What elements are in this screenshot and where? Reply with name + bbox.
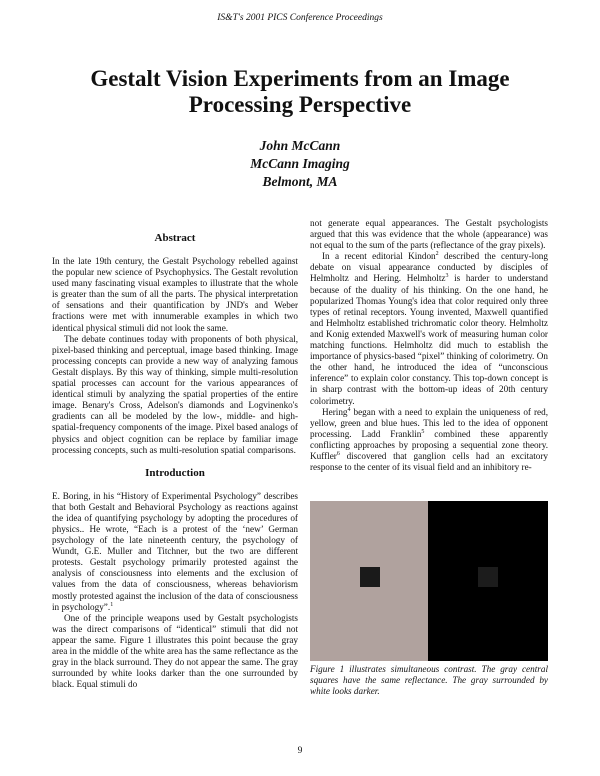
author-name: John McCann xyxy=(259,138,341,153)
right-paragraph-2 xyxy=(310,251,548,406)
page-number: 9 xyxy=(297,746,303,756)
right-column xyxy=(310,218,548,473)
title-line-1: Gestalt Vision Experiments from an Image xyxy=(90,66,510,91)
gray-surround-panel xyxy=(310,501,428,661)
abstract-paragraph-1: In the late 19th century, the Gestalt Psychology rebelled against the popular new science of Psychophysics. The Gestalt revolution used many fascinating visual examples to illustrate that the whole is greater than the sum of all the parts. The physical interpretation of sensations and their quantification by JND's and Weber fractions were met with innumerable examples in which two identical physical stimuli did not look the same. xyxy=(52,256,298,333)
left-column xyxy=(52,232,298,690)
title-line-2: Processing Perspective xyxy=(188,92,412,117)
introduction-paragraph-2: One of the principle weapons used by Gestalt psychologists was the direct comparisons of “identical” stimuli that did not appear the same. Figure 1 illustrates this point because the gray area in the middle of the white area has the same reflectance as the gray in the black surround. They do not appear the same. The gray surrounded by white looks darker than the one surrounded by black. Equal stimuli do xyxy=(52,612,298,690)
rp3-d: discovered that ganglion cells had an excitatory response to the center of its visual field and an inhibitory re- xyxy=(310,450,548,473)
right-paragraph-1: not generate equal appearances. The Gestalt psychologists argued that this was evidence that the whole (appearance) was not equal to the sum of the parts (reflectance of the gray pixels). xyxy=(310,218,548,251)
rp3-a: Hering xyxy=(322,406,348,417)
author-affiliation: McCann Imaging xyxy=(250,156,350,171)
rp2-c: is harder to understand because of the duality of his thinking. On the one hand, he popularized Thomas Young's idea that color required only three types of retinal receptors. Young invented, Maxwell quantified and Helmholtz established trichromatic color theory. Helmholtz and Konig extended Maxwell's work of measuring human color matching functions. Helmholtz did much to establish the importance of physics-based “pixel” thinking of colorimetry. On the other hand, he introduced the idea of “unconscious inference” to explain color constancy. This top-down concept is in sharp contrast with the bottom-up ideas of 20th century colorimetry. xyxy=(310,273,548,406)
footnote-ref-6: 6 xyxy=(336,450,340,457)
figure-caption: Figure 1 illustrates simultaneous contrast. The gray central squares have the same reflectance. The gray surrounded by white looks darker. xyxy=(310,664,548,697)
footnote-ref-3: 3 xyxy=(445,273,449,280)
center-square-left xyxy=(360,567,380,587)
footnote-ref-5: 5 xyxy=(421,428,425,435)
rp3-c: combined these apparently conflicting approaches by proposing a sequential zone theory. Kuffler xyxy=(310,428,548,461)
introduction-heading: Introduction xyxy=(145,466,205,479)
intro-p1-text: E. Boring, in his “History of Experimental Psychology” describes that both Gestalt and Behavioral Psychology as reactions against the idea of quantifying psychology by adopting the procedures of physics.. He wrote, “Each is a protest of the ‘new’ German psychology of the late nineteenth century, the psychology of Wundt, G.E. Muller and Titchner, but the two are different protests. Gestalt psychology primarily protested against the analysis of consciousness into elements and the exclusion of values from the data of consciousness, whereas behaviorism mostly protested against the inclusion of the data of consciousness in psychology”. xyxy=(52,490,298,612)
footnote-ref-1: 1 xyxy=(110,601,114,608)
introduction-paragraph-1 xyxy=(52,491,298,613)
figure-1-simultaneous-contrast xyxy=(310,501,548,661)
footnote-ref-2: 2 xyxy=(435,251,439,258)
rp3-b: began with a need to explain the uniqueness of red, yellow, green and blue hues. This led to the idea of opponent processing. Ladd Franklin xyxy=(310,406,548,439)
rp2-b: described the century-long debate on visual appearance conducted by disciples of Helmholtz and Hering. Helmholtz xyxy=(310,251,548,284)
author-location: Belmont, MA xyxy=(262,174,338,189)
paper-title xyxy=(40,66,560,118)
author-block xyxy=(0,137,600,191)
right-paragraph-3 xyxy=(310,407,548,474)
abstract-heading: Abstract xyxy=(154,232,196,244)
running-head: IS&T's 2001 PICS Conference Proceedings xyxy=(217,13,383,23)
footnote-ref-4: 4 xyxy=(347,406,351,413)
rp2-a: In a recent editorial Kindon xyxy=(322,251,436,262)
center-square-right xyxy=(478,567,498,587)
black-surround-panel xyxy=(428,501,548,661)
abstract-paragraph-2: The debate continues today with proponents of both physical, pixel-based thinking and perceptual, image based thinking. Image processing concepts can provide a new way of analyzing famous Gestalt displays. By this way of thinking, simple multi-resolution spatial processes can account for the various appearances of identical stimuli by analyzing the spatial properties of the entire image. Benary's Cross, Adelson's diamonds and Logvinenko's gradients can all be modeled by the low-, middle- and high-spatial-frequency components of the image. Pixel based analogs of physics and object cognition can be replace by familiar image processing concepts, such as multi-resolution spatial comparisons. xyxy=(52,333,298,455)
